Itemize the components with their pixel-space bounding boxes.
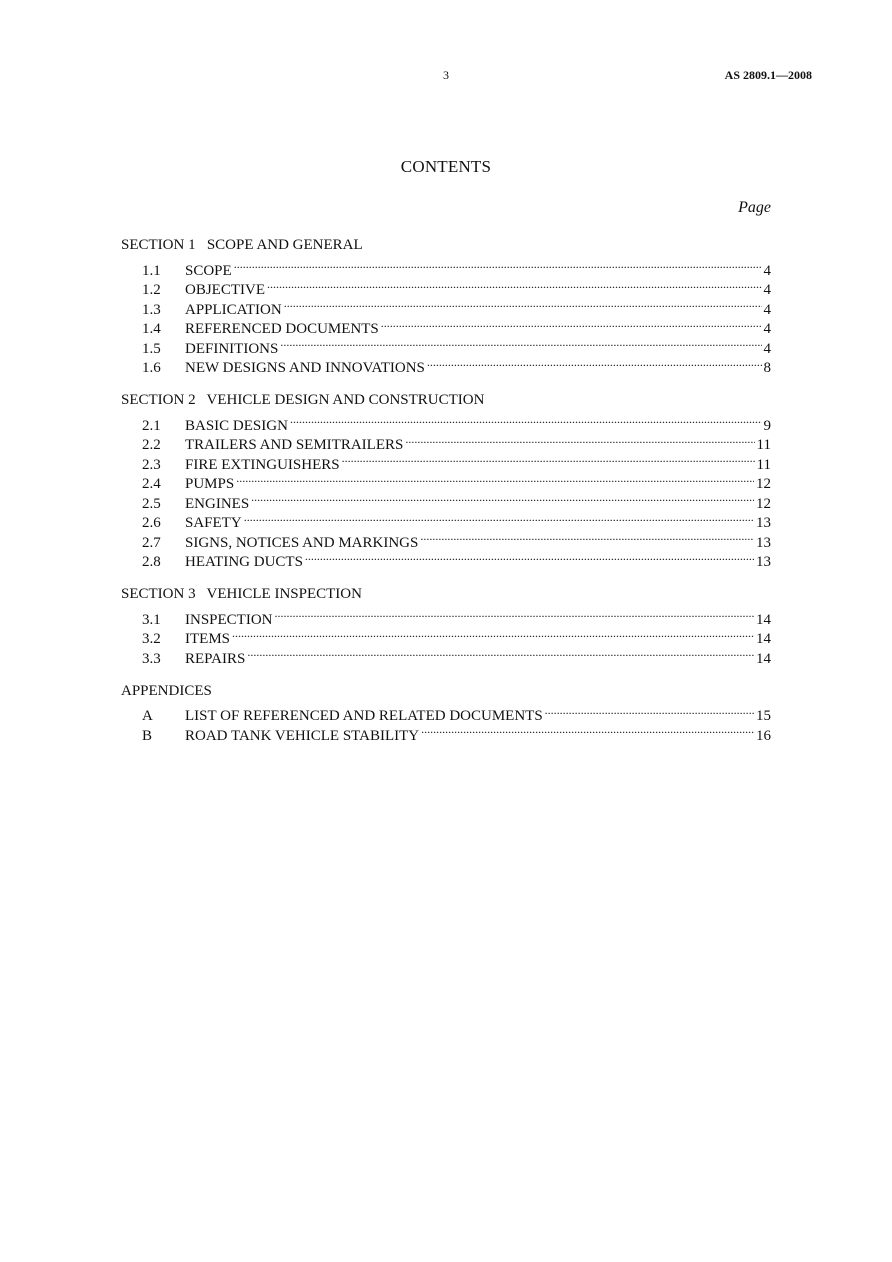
toc-entry-page: 13	[756, 534, 771, 551]
toc-entry-number: 2.1	[142, 417, 161, 434]
toc-section-heading[interactable]: SECTION 2 VEHICLE DESIGN AND CONSTRUCTION	[121, 392, 485, 408]
toc-entry-title: REFERENCED DOCUMENTS	[185, 321, 379, 337]
toc-entry-number: 3.2	[142, 631, 161, 647]
toc-entry-number: 2.5	[142, 495, 161, 512]
toc-entry-number: 1.3	[142, 301, 161, 318]
toc-entry-title: PUMPS	[185, 476, 235, 492]
toc-entry-title: TRAILERS AND SEMITRAILERS	[185, 437, 404, 453]
toc-dot-leader	[275, 604, 754, 624]
toc-dot-leader	[342, 449, 755, 469]
standard-identifier: AS 2809.1—2008	[724, 68, 812, 82]
toc-entry-page: 4	[763, 282, 771, 298]
toc-section	[121, 681, 771, 744]
toc-entry-title: HEATING DUCTS	[185, 554, 303, 570]
toc-entry-title: FIRE EXTINGUISHERS	[185, 456, 340, 473]
toc-entry-page: 14	[756, 650, 771, 667]
toc-entry-number: 2.7	[142, 534, 161, 551]
toc-section-heading[interactable]: SECTION 1 SCOPE AND GENERAL	[121, 237, 363, 253]
toc-entry-page: 12	[756, 495, 771, 512]
toc-entry-page: 11	[756, 456, 771, 473]
toc-entry-title: REPAIRS	[185, 650, 246, 667]
toc-entry-page: 9	[763, 417, 771, 434]
toc-entry-number: A	[142, 708, 153, 724]
toc-entry-page: 11	[756, 437, 771, 453]
toc-dot-leader	[236, 469, 754, 489]
toc-entry-number: 1.4	[142, 321, 161, 337]
toc-section-heading[interactable]: SECTION 3 VEHICLE INSPECTION	[121, 586, 362, 602]
toc-dot-leader	[280, 333, 761, 353]
toc-entry-title: ROAD TANK VEHICLE STABILITY	[185, 727, 420, 744]
toc-entry-page: 8	[763, 360, 771, 376]
toc-entry-page: 16	[756, 727, 771, 744]
toc-dot-leader	[267, 275, 762, 295]
contents-title: CONTENTS	[400, 157, 492, 176]
toc-entry-page: 13	[756, 515, 771, 531]
toc-entry-page: 4	[763, 340, 771, 357]
toc-entry[interactable]	[121, 604, 771, 628]
toc-entry-title: SAFETY	[185, 515, 242, 531]
toc-dot-leader	[284, 294, 762, 314]
toc-entry-number: 1.6	[142, 360, 161, 376]
toc-entry-number: 1.2	[142, 282, 161, 298]
toc-dot-leader	[232, 624, 754, 644]
toc-entry-number: 3.1	[142, 611, 161, 628]
toc-dot-leader	[247, 643, 754, 663]
toc-entry[interactable]	[121, 701, 771, 724]
toc-entry-title: ITEMS	[185, 631, 230, 647]
toc-dot-leader	[420, 527, 754, 547]
toc-entry-number: 2.6	[142, 515, 161, 531]
toc-entry[interactable]	[121, 255, 771, 279]
toc-dot-leader	[305, 547, 754, 567]
toc-entry-number: 1.5	[142, 340, 161, 357]
toc-entry-title: BASIC DESIGN	[185, 417, 288, 434]
toc-dot-leader	[234, 255, 762, 275]
toc-dot-leader	[545, 701, 754, 721]
toc-entry-title: SIGNS, NOTICES AND MARKINGS	[185, 534, 419, 551]
toc-entry-number: 2.8	[142, 554, 161, 570]
toc-entry-page: 14	[756, 611, 771, 628]
table-of-contents	[121, 235, 771, 758]
toc-entry[interactable]	[121, 410, 771, 434]
toc-dot-leader	[251, 488, 754, 508]
toc-entry-number: 2.4	[142, 476, 161, 492]
toc-entry-page: 14	[756, 631, 771, 647]
toc-dot-leader	[405, 430, 754, 450]
page-number: 3	[443, 68, 449, 82]
toc-entry-title: OBJECTIVE	[185, 282, 265, 298]
toc-entry-page: 15	[756, 708, 771, 724]
toc-entry-title: SCOPE	[185, 262, 232, 279]
toc-entry-title: INSPECTION	[185, 611, 273, 628]
toc-section-heading[interactable]: APPENDICES	[121, 682, 212, 699]
toc-entry-title: LIST OF REFERENCED AND RELATED DOCUMENTS	[185, 708, 543, 724]
toc-entry-title: ENGINES	[185, 495, 250, 512]
toc-entry-page: 4	[763, 301, 771, 318]
toc-section	[121, 584, 771, 667]
toc-dot-leader	[421, 720, 754, 740]
toc-entry-page: 12	[756, 476, 771, 492]
toc-entry-page: 4	[763, 262, 771, 279]
toc-entry-number: B	[142, 727, 153, 744]
toc-entry-page: 13	[756, 554, 771, 570]
toc-section	[121, 235, 771, 376]
toc-entry-number: 2.2	[142, 437, 161, 453]
toc-dot-leader	[381, 314, 762, 334]
toc-dot-leader	[290, 410, 762, 430]
toc-dot-leader	[244, 508, 754, 528]
toc-entry-number: 2.3	[142, 456, 161, 473]
toc-entry-title: APPLICATION	[185, 301, 282, 318]
toc-entry-number: 1.1	[142, 262, 161, 279]
toc-entry-title: NEW DESIGNS AND INNOVATIONS	[185, 360, 425, 376]
toc-entry-title: DEFINITIONS	[185, 340, 279, 357]
toc-entry-page: 4	[763, 321, 771, 337]
toc-dot-leader	[427, 353, 762, 373]
toc-entry-number: 3.3	[142, 650, 161, 667]
toc-section	[121, 390, 771, 570]
page-column-label: Page	[738, 199, 771, 216]
